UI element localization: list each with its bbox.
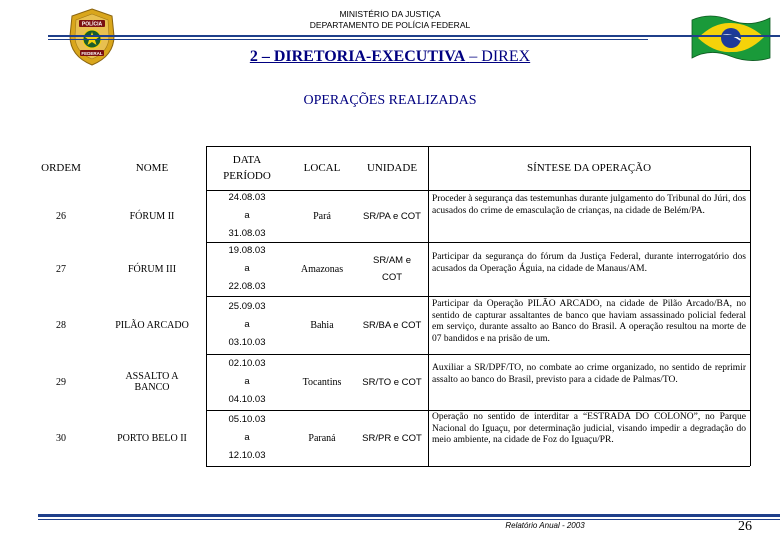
row-29-unidade: SR/TO e COT bbox=[362, 376, 422, 388]
ministry-name: MINISTÉRIO DA JUSTIÇA bbox=[339, 9, 441, 19]
row-27-sintese: Participar da segurança do fórum da Justiça Federal, durante interrogatório dos acusados da Operação Águia, na cidade de Manaus/AM. bbox=[432, 252, 746, 274]
section-title-suffix: – DIREX bbox=[469, 48, 531, 65]
col-header-unidade: UNIDADE bbox=[366, 162, 418, 174]
row-30-date-start: 05.10.03 bbox=[228, 414, 266, 425]
row-28-date-start: 25.09.03 bbox=[228, 301, 266, 312]
col-header-sintese: SÍNTESE DA OPERAÇÃO bbox=[526, 162, 652, 174]
table-divider bbox=[206, 466, 750, 467]
section-subtitle: OPERAÇÕES REALIZADAS bbox=[303, 93, 477, 108]
row-28-ordem: 28 bbox=[56, 319, 66, 331]
row-28-date-end: 03.10.03 bbox=[228, 337, 266, 348]
col-header-ordem: ORDEM bbox=[41, 162, 81, 174]
header-rule bbox=[48, 35, 780, 37]
table-divider bbox=[206, 410, 750, 411]
table-divider bbox=[206, 354, 750, 355]
row-29-sintese: Auxiliar a SR/DPF/TO, no combate ao crime organizado, no sentido de reprimir assalto ao banco do Brasil, previsto para a cidade de Palmas/TO. bbox=[432, 363, 746, 385]
row-26-date-end: 31.08.03 bbox=[228, 228, 266, 239]
row-29-date-end: 04.10.03 bbox=[228, 394, 266, 405]
col-header-nome: NOME bbox=[135, 162, 169, 174]
footer-report-title: Relatório Anual - 2003 bbox=[505, 521, 585, 530]
page-number: 26 bbox=[738, 519, 752, 534]
table-divider bbox=[206, 190, 750, 191]
row-29-date-start: 02.10.03 bbox=[228, 358, 266, 369]
row-30-date-end: 12.10.03 bbox=[228, 450, 266, 461]
row-26-ordem: 26 bbox=[56, 210, 66, 222]
row-29-ordem: 29 bbox=[56, 376, 66, 388]
row-26-unidade: SR/PA e COT bbox=[363, 210, 421, 222]
row-30-ordem: 30 bbox=[56, 432, 66, 444]
row-27-periodo bbox=[206, 242, 288, 296]
row-30-unidade: SR/PR e COT bbox=[362, 432, 422, 444]
col-header-local: LOCAL bbox=[303, 162, 341, 174]
row-30-nome: PORTO BELO II bbox=[117, 432, 187, 444]
row-29-date-sep: a bbox=[244, 376, 250, 387]
row-28-local: Bahia bbox=[310, 319, 334, 331]
row-27-date-sep: a bbox=[244, 263, 250, 274]
row-29-local: Tocantins bbox=[302, 376, 342, 388]
table-divider bbox=[206, 296, 750, 297]
row-26-nome: FÓRUM II bbox=[129, 210, 175, 222]
row-27-ordem: 27 bbox=[56, 263, 66, 275]
row-30-local: Paraná bbox=[308, 432, 336, 444]
row-27-date-start: 19.08.03 bbox=[228, 245, 266, 256]
table-divider bbox=[206, 146, 750, 147]
row-27-local: Amazonas bbox=[300, 263, 344, 275]
row-30-periodo bbox=[206, 410, 288, 466]
header-rule-thin bbox=[48, 39, 648, 40]
footer-rule-thin bbox=[38, 519, 780, 520]
row-28-nome: PILÃO ARCADO bbox=[115, 319, 189, 331]
row-28-unidade: SR/BA e COT bbox=[362, 319, 422, 331]
col-header-data-line1: DATA bbox=[232, 154, 262, 166]
row-29-periodo bbox=[206, 354, 288, 410]
row-26-local: Pará bbox=[313, 210, 331, 222]
table-divider bbox=[206, 242, 750, 243]
row-26-date-start: 24.08.03 bbox=[228, 192, 266, 203]
badge-bottom-text: FEDERAL bbox=[81, 50, 103, 56]
row-27-date-end: 22.08.03 bbox=[228, 281, 266, 292]
row-26-date-sep: a bbox=[244, 210, 250, 221]
col-header-data-line2: PERÍODO bbox=[223, 170, 271, 182]
department-name: DEPARTAMENTO DE POLÍCIA FEDERAL bbox=[309, 20, 471, 30]
table-divider bbox=[206, 146, 207, 466]
row-28-sintese: Participar da Operação PILÃO ARCADO, na cidade de Pilão Arcado/BA, no sentido de capturar assaltantes de banco que haviam assassinado policial federal em serviço, durante assalto ao Banco do Brasil. A operação resultou na morte de 07 bandidos e na prisão de um. bbox=[432, 299, 746, 344]
row-30-sintese: Operação no sentido de interditar a “ESTRADA DO COLONO”, no Parque Nacional do Iguaçu, por determinação judicial, visando impedir a degradação do meio ambiente, na cidade de Foz do Iguaçu/PR. bbox=[432, 412, 746, 445]
footer-rule bbox=[38, 514, 780, 517]
row-26-periodo bbox=[206, 190, 288, 242]
row-28-date-sep: a bbox=[244, 319, 250, 330]
row-29-nome: ASSALTO A BANCO bbox=[125, 371, 179, 393]
col-header-data bbox=[206, 148, 288, 188]
row-26-sintese: Proceder à segurança das testemunhas durante julgamento do Tribunal do Júri, dos acusados do crime de emasculação de crianças, na cidade de Belém/PA. bbox=[432, 194, 746, 216]
row-28-periodo bbox=[206, 296, 288, 354]
row-30-date-sep: a bbox=[244, 432, 250, 443]
table-divider bbox=[428, 146, 429, 466]
section-title-prefix: 2 – DIRETORIA-EXECUTIVA bbox=[249, 48, 466, 65]
section-title bbox=[0, 48, 780, 66]
table-divider bbox=[750, 146, 751, 466]
badge-top-text: POLÍCIA bbox=[81, 21, 103, 28]
row-27-nome: FÓRUM III bbox=[127, 263, 177, 275]
row-27-unidade: SR/AM e COT bbox=[372, 255, 411, 283]
